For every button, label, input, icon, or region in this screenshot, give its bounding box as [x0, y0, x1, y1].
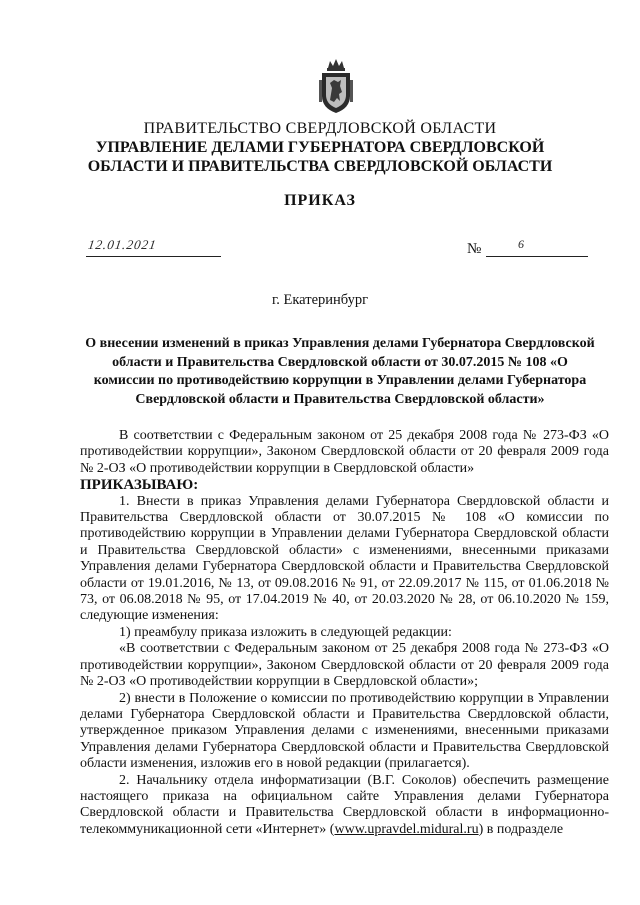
item-1: 1. Внести в приказ Управления делами Губернатора Свердловской области и Правительства Свердловской области от 30.07.2015 № 108 «О комиссии по противодействию коррупции в Управлении делами Губернатора Свердловской области и Правительства Свердловской области» с изменениями, внесенными приказами Управления делами Губернатора Свердловской области и Правительства Свердловской области от 19.01.2016, № 13, от 09.08.2016 № 91, от 22.09.2017 № 115, от 01.06.2018 № 73, от 06.08.2018 № 95, от 17.04.2019 № 40, от 20.03.2020 № 28, от 06.10.2020 № 159, следующие изменения: [80, 493, 609, 624]
document-subject: О внесении изменений в приказ Управления делами Губернатора Свердловской области и Правительства Свердловской области от 30.07.2015 № 108 «О комиссии по противодействию коррупции в Управлении делами Губернатора Свердловской области и Правительства Свердловской области» [85, 336, 595, 407]
header-government: ПРАВИТЕЛЬСТВО СВЕРДЛОВСКОЙ ОБЛАСТИ [143, 120, 497, 137]
document-body [80, 428, 609, 838]
item-1-quote: «В соответствии с Федеральным законом от 25 декабря 2008 года № 273-ФЗ «О противодействии коррупции», Законом Свердловской области от 20 февраля 2009 года № 2-ОЗ «О противодействии коррупции в Свердловской области»; [80, 641, 609, 690]
item-2 [80, 773, 609, 839]
item-2-tail: ) в подразделе [478, 821, 564, 837]
number-sign: № [467, 241, 482, 257]
coat-of-arms-icon [318, 58, 354, 114]
city: г. Екатеринбург [271, 292, 369, 308]
handwritten-number: 6 [518, 237, 524, 251]
order-word: ПРИКАЗЫВАЮ: [80, 477, 199, 494]
handwritten-date: 12.01.2021 [87, 237, 158, 252]
item-1-1: 1) преамбулу приказа изложить в следующей редакции: [119, 624, 452, 640]
header-department-line1: УПРАВЛЕНИЕ ДЕЛАМИ ГУБЕРНАТОРА СВЕРДЛОВСКОЙ [95, 139, 545, 156]
document-type-title: ПРИКАЗ [284, 192, 356, 209]
preamble-paragraph: В соответствии с Федеральным законом от 25 декабря 2008 года № 273-ФЗ «О противодействии коррупции», Законом Свердловской области от 20 февраля 2009 года № 2-ОЗ «О противодействии коррупции в Свердловской области» [80, 428, 609, 476]
website-link: www.upravdel.midural.ru [334, 821, 479, 837]
number-field [486, 237, 588, 257]
item-2-text: 2. Начальнику отдела информатизации (В.Г. Соколов) обеспечить размещение настоящего приказа на официальном сайте Управления делами Губернатора Свердловской области и Правительства Свердловской области в информационно-телекоммуникационной сети «Интернет» ( [80, 772, 609, 837]
item-1-2: 2) внести в Положение о комиссии по противодействию коррупции в Управлении делами Губернатора Свердловской области и Правительства Свердловской области, утвержденное приказом Управления делами с изменениями, внесенными приказами Управления делами Губернатора Свердловской области и Правительства Свердловской области изменения, изложив его в новой редакции (прилагается). [80, 690, 609, 772]
header-department-line2: ОБЛАСТИ И ПРАВИТЕЛЬСТВА СВЕРДЛОВСКОЙ ОБЛАСТИ [87, 158, 553, 175]
date-field [86, 237, 221, 257]
